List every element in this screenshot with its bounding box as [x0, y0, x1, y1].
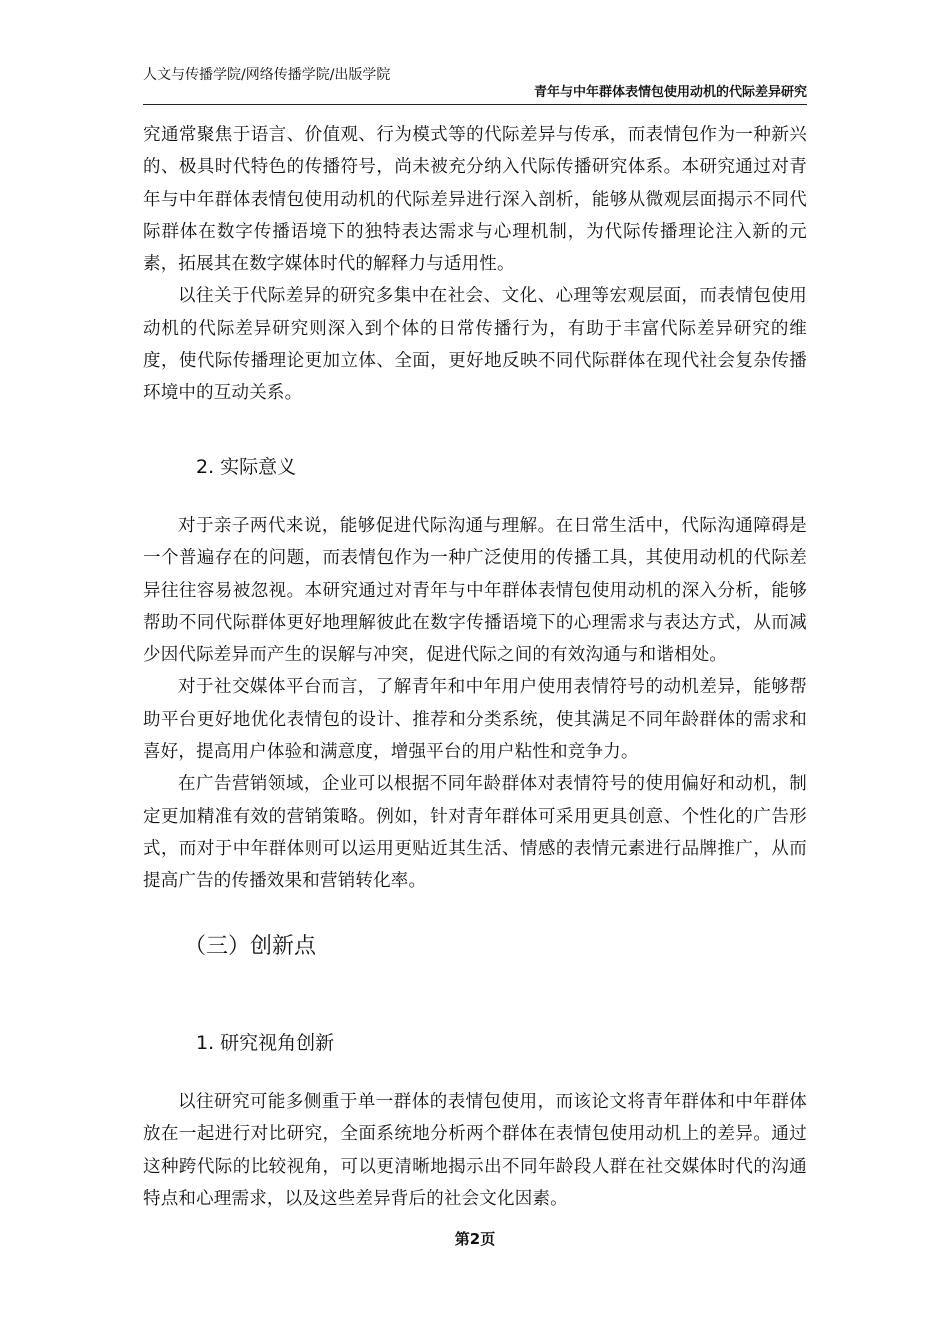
header-divider [143, 104, 807, 105]
subsection-heading-perspective: 1. 研究视角创新 [196, 1032, 335, 1054]
intro-text-block [143, 119, 807, 410]
paragraph: 以往关于代际差异的研究多集中在社会、文化、心理等宏观层面，而表情包使用动机的代际差异研究则深入到个体的日常传播行为，有助于丰富代际差异研究的维度，使代际传播理论更加立体、全面，更好地反映不同代际群体在现代社会复杂传播环境中的互动关系。 [143, 286, 807, 404]
paragraph: 对于亲子两代来说，能够促进代际沟通与理解。在日常生活中，代际沟通障碍是一个普遍存在的问题，而表情包作为一种广泛使用的传播工具，其使用动机的代际差异往往容易被忽视。本研究通过对青年与中年群体表情包使用动机的深入分析，能够帮助不同代际群体更好地理解彼此在数字传播语境下的心理需求与表达方式，从而减少因代际差异而产生的误解与冲突，促进代际之间的有效沟通与和谐相处。 [143, 516, 807, 666]
subsection-heading-practical: 2. 实际意义 [196, 456, 297, 478]
innovation-text-block [143, 1086, 807, 1215]
header-paper-title: 青年与中年群体表情包使用动机的代际差异研究 [533, 85, 807, 100]
paragraph: 以往研究可能多侧重于单一群体的表情包使用，而该论文将青年群体和中年群体放在一起进行对比研究，全面系统地分析两个群体在表情包使用动机上的差异。通过这种跨代际的比较视角，可以更清晰地揭示出不同年龄段人群在社交媒体时代的沟通特点和心理需求，以及这些差异背后的社会文化因素。 [143, 1092, 807, 1209]
paragraph: 对于社交媒体平台而言，了解青年和中年用户使用表情符号的动机差异，能够帮助平台更好地优化表情包的设计、推荐和分类系统，使其满足不同年龄群体的需求和喜好，提高用户体验和满意度，增强平台的用户粘性和竞争力。 [143, 677, 807, 763]
practical-text-block [143, 510, 807, 898]
paragraph-continued: 究通常聚焦于语言、价值观、行为模式等的代际差异与传承，而表情包作为一种新兴的、极具时代特色的传播符号，尚未被充分纳入代际传播研究体系。本研究通过对青年与中年群体表情包使用动机的代际差异进行深入剖析，能够从微观层面揭示不同代际群体在数字传播语境下的独特表达需求与心理机制，为代际传播理论注入新的元素，拓展其在数字媒体时代的解释力与适用性。 [143, 125, 807, 275]
header-institution: 人文与传播学院/网络传播学院/出版学院 [143, 67, 391, 83]
paragraph: 在广告营销领域，企业可以根据不同年龄群体对表情符号的使用偏好和动机，制定更加精准有效的营销策略。例如，针对青年群体可采用更具创意、个性化的广告形式，而对于中年群体则可以运用更贴近其生活、情感的表情元素进行品牌推广，从而提高广告的传播效果和营销转化率。 [143, 774, 807, 892]
page-number: 第2页 [454, 1230, 496, 1248]
section-heading-innovation: （三）创新点 [184, 934, 317, 959]
